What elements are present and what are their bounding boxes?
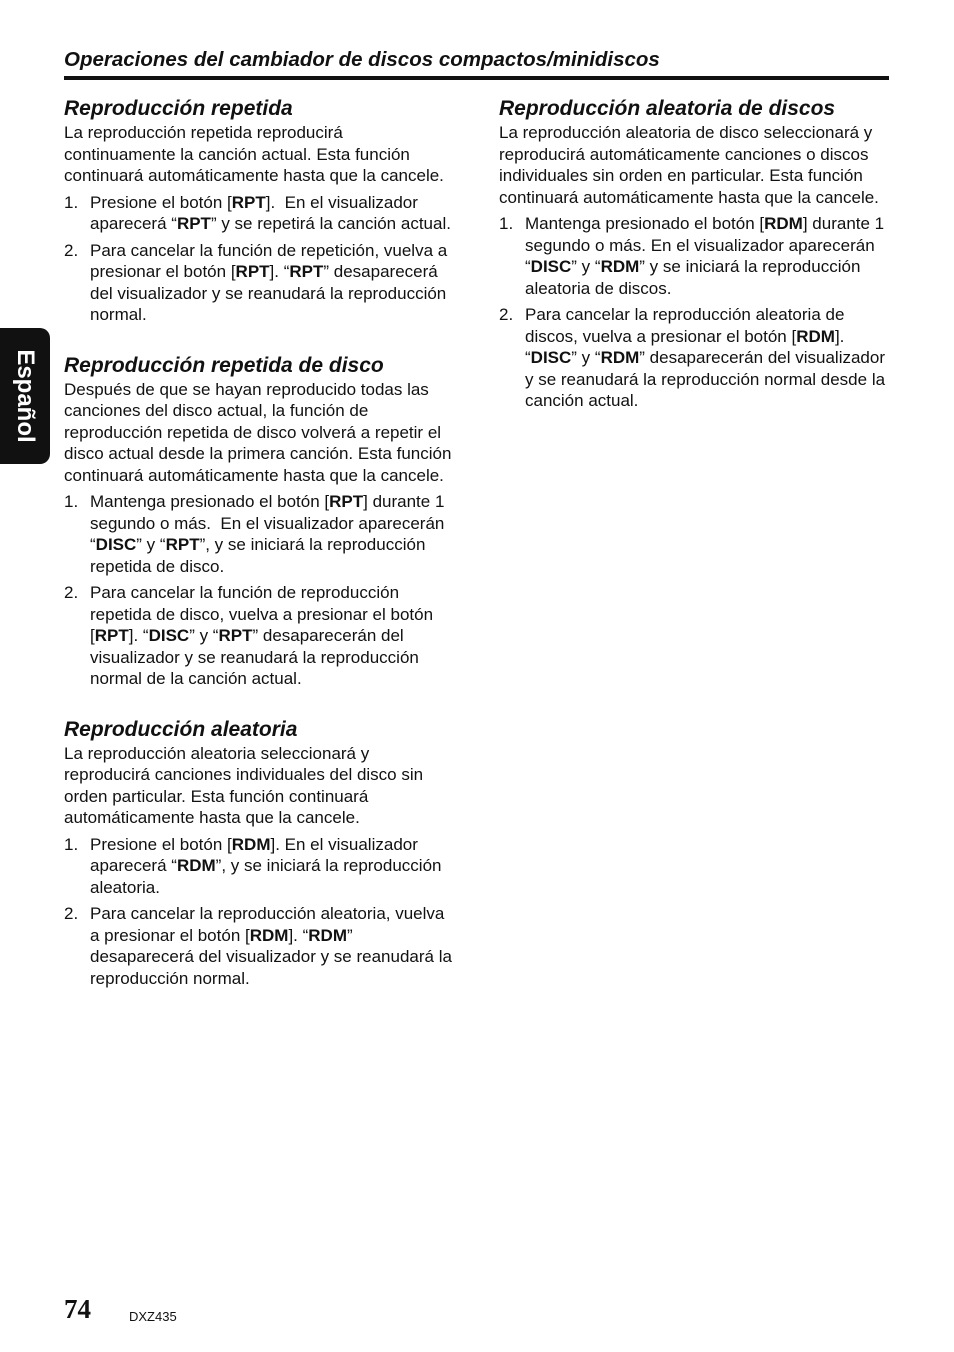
step-item: [64, 903, 456, 989]
section-intro: La reproducción repetida reproducirá continuamente la canción actual. Esta función continuará automáticamente hasta que la cancele.: [64, 123, 444, 185]
section-intro: Después de que se hayan reproducido todas las canciones del disco actual, la función de reproducción repetida de disco volverá a repetir el disco actual desde la primera canción. Esta función continuará automáticamente hasta que la cancele.: [64, 379, 452, 485]
step-item: [64, 240, 456, 326]
model-code: DXZ435: [129, 1309, 177, 1324]
steps-list: [64, 192, 456, 326]
page-number: 74: [64, 1294, 91, 1324]
step-text: Para cancelar la función de repetición, vuelva a presionar el botón [RPT]. “RPT” desaparecerá del visualizador y se reanudará la reproducción normal.: [90, 240, 448, 324]
left-column: [64, 96, 456, 1016]
step-text: Mantenga presionado el botón [RDM] durante 1 segundo o más. En el visualizador aparecerán “DISC” y “RDM” y se iniciará la reproducción aleatoria de discos.: [525, 214, 885, 298]
step-number: 1.: [499, 214, 514, 233]
button-label-emphasis: RDM: [176, 856, 216, 875]
button-label-emphasis: RPT: [176, 214, 211, 233]
step-item: [499, 213, 891, 299]
step-number: 2.: [64, 240, 79, 260]
language-tab-label: Español: [12, 349, 39, 443]
button-label-emphasis: RPT: [94, 626, 129, 645]
step-number: 1.: [64, 492, 79, 511]
step-item: [64, 192, 456, 235]
section-title: Reproducción aleatoria de discos: [499, 97, 836, 120]
step-number: 1.: [64, 834, 79, 854]
header-divider: [64, 76, 889, 80]
section-reproduccion-repetida-de-disco: [64, 353, 456, 690]
step-text: Presione el botón [RDM]. En el visualizador aparecerá “RDM”, y se iniciará la reproducción aleatoria.: [90, 834, 442, 897]
steps-list: [64, 491, 456, 690]
button-label-emphasis: DISC: [148, 626, 190, 645]
button-label-emphasis: DISC: [530, 257, 572, 276]
section-title: Reproducción repetida: [64, 97, 293, 120]
step-text: Para cancelar la reproducción aleatoria, vuelva a presionar el botón [RDM]. “RDM” desaparecerá del visualizador y se reanudará la reproducción normal.: [90, 904, 452, 988]
button-label-emphasis: RPT: [235, 262, 270, 281]
step-number: 2.: [499, 305, 514, 324]
button-label-emphasis: RDM: [249, 925, 289, 945]
step-item: [64, 582, 456, 690]
button-label-emphasis: DISC: [530, 348, 572, 367]
step-number: 2.: [64, 904, 79, 923]
language-side-tab: [0, 328, 50, 464]
step-number: 2.: [64, 583, 79, 602]
section-intro: La reproducción aleatoria seleccionará y reproducirá canciones individuales del disco sin orden particular. Esta función continuará automáticamente hasta que la cancele.: [64, 743, 424, 827]
page-header-title: Operaciones del cambiador de discos compactos/minidiscos: [64, 48, 660, 71]
button-label-emphasis: RPT: [289, 262, 324, 281]
section-intro: La reproducción aleatoria de disco seleccionará y reproducirá automáticamente canciones o discos individuales sin orden en particular. Esta función continuará automáticamente hasta que la cancele.: [499, 123, 879, 207]
step-item: [64, 491, 456, 577]
section-reproduccion-repetida: [64, 96, 456, 326]
step-number: 1.: [64, 192, 79, 212]
step-text: Para cancelar la función de reproducción repetida de disco, vuelva a presionar el botón [RPT]. “DISC” y “RPT” desaparecerán del visualizador y se reanudará la reproducción normal de la canción actual.: [90, 583, 434, 688]
section-title: Reproducción repetida de disco: [64, 353, 384, 377]
button-label-emphasis: RDM: [796, 326, 835, 346]
button-label-emphasis: RPT: [165, 535, 200, 554]
button-label-emphasis: RDM: [308, 925, 347, 945]
section-reproduccion-aleatoria: [64, 717, 456, 990]
button-label-emphasis: RDM: [600, 348, 640, 367]
button-label-emphasis: RPT: [231, 192, 266, 212]
button-label-emphasis: RPT: [329, 492, 364, 511]
right-column: [499, 96, 891, 439]
button-label-emphasis: RDM: [231, 834, 271, 854]
steps-list: [499, 213, 891, 412]
button-label-emphasis: DISC: [95, 535, 137, 554]
section-reproduccion-aleatoria-de-discos: [499, 96, 891, 412]
step-item: [64, 834, 456, 899]
button-label-emphasis: RPT: [218, 626, 253, 645]
button-label-emphasis: RDM: [764, 214, 803, 233]
step-text: Presione el botón [RPT]. En el visualizador aparecerá “RPT” y se repetirá la canción actual.: [90, 192, 451, 233]
step-text: Mantenga presionado el botón [RPT] durante 1 segundo o más. En el visualizador aparecerán “DISC” y “RPT”, y se iniciará la reproducción repetida de disco.: [90, 492, 445, 576]
step-item: [499, 304, 891, 412]
section-title: Reproducción aleatoria: [64, 717, 298, 741]
steps-list: [64, 834, 456, 990]
step-text: Para cancelar la reproducción aleatoria de discos, vuelva a presionar el botón [RDM]. “DISC” y “RDM” desaparecerán del visualizador y se reanudará la reproducción normal desde la canción actual.: [525, 305, 886, 410]
button-label-emphasis: RDM: [600, 257, 640, 276]
